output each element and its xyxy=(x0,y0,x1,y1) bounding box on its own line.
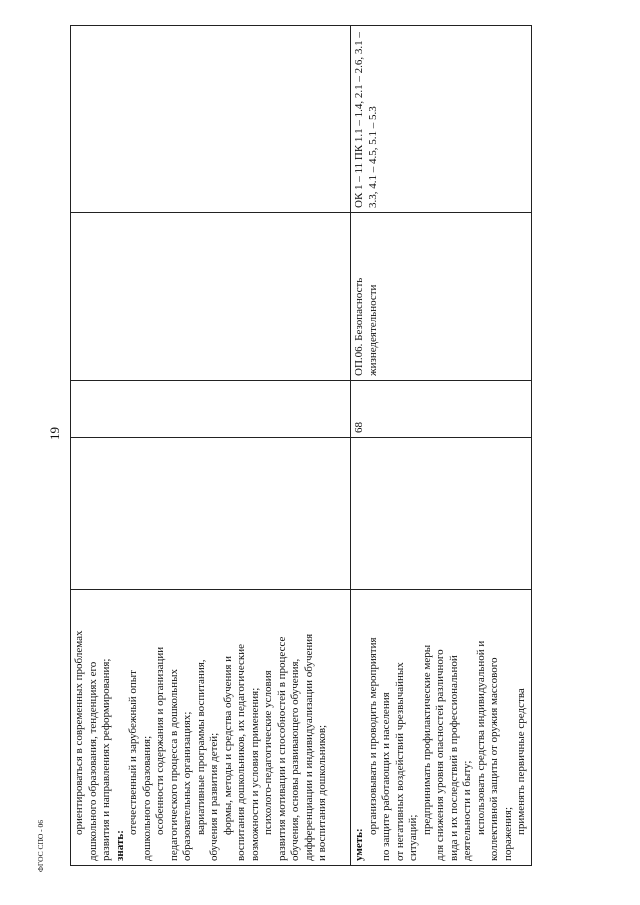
text-line: от негативных воздействий чрезвычайных xyxy=(393,662,406,861)
text-line: психолого-педагогические условия xyxy=(262,670,274,835)
footer-code: ФГОС СПО - 06 xyxy=(36,819,45,872)
empty-cell xyxy=(71,438,351,590)
requirements-cell xyxy=(351,590,532,866)
text-line: воспитания дошкольников, их педагогические xyxy=(235,644,247,861)
empty-cell xyxy=(71,213,351,381)
discipline-cell: ОП.06. Безопасность жизнедеятельности xyxy=(351,213,532,381)
text-line: для снижения уровня опасностей различного xyxy=(434,649,446,861)
requirements-cell xyxy=(71,590,351,866)
text-line: дошкольного образования, тенденциях его xyxy=(86,661,99,861)
text-line: формы, методы и средства обучения и xyxy=(221,655,234,835)
hours-cell: 68 xyxy=(351,381,532,438)
standards-table xyxy=(70,25,532,866)
text-line: коллективной защиты от оружия массового xyxy=(488,657,500,861)
text-line: обучения, основы развивающего обучения, xyxy=(289,658,301,861)
text-line: поражения; xyxy=(501,807,514,861)
text-line: применять первичные средства xyxy=(515,688,527,835)
empty-cell xyxy=(71,26,351,213)
table-row xyxy=(351,26,532,866)
text-line: использовать средства индивидуальной и xyxy=(474,640,487,835)
text-line: и воспитания дошкольников; xyxy=(316,724,328,861)
text-line: ориентироваться в современных проблемах xyxy=(73,630,85,835)
text-line: образовательных организациях; xyxy=(181,711,193,861)
text-line: развития и направлениях реформирования; xyxy=(100,658,112,861)
competencies-cell: ОК 1 – 11 ПК 1.1 – 1.4, 2.1 – 2.6, 3.1 – 3.3, 4.1 – 4.5, 5.1 – 5.3 xyxy=(351,26,532,213)
empty-cell xyxy=(351,438,532,590)
text-line: вида и их последствий в профессиональной xyxy=(447,655,460,861)
text-line: дифференциации и индивидуализации обучения xyxy=(302,633,315,861)
text-line: уметь: xyxy=(353,828,365,861)
table-row xyxy=(71,26,351,866)
text-line: обучения и развития детей; xyxy=(208,732,220,861)
text-line: деятельности и быту; xyxy=(461,760,473,861)
empty-cell xyxy=(71,381,351,438)
text-line: особенности содержания и организации xyxy=(154,646,166,835)
text-line: знать: xyxy=(113,830,126,861)
text-line: организовывать и проводить мероприятия xyxy=(366,637,379,835)
text-line: возможности и условия применения; xyxy=(248,687,261,861)
page-number: 19 xyxy=(47,427,62,440)
text-line: педагогического процесса в дошкольных xyxy=(167,669,180,861)
text-line: предпринимать профилактические меры xyxy=(420,644,433,835)
text-line: ситуаций; xyxy=(407,814,419,861)
rotated-table-wrapper xyxy=(70,26,527,866)
text-line: дошкольного образования; xyxy=(140,735,153,861)
text-line: развития мотивации и способностей в процессе xyxy=(275,636,288,861)
text-line: отечественный и зарубежный опыт xyxy=(127,670,139,835)
text-line: по защите работающих и населения xyxy=(380,692,392,861)
text-line: вариативные программы воспитания, xyxy=(194,659,207,835)
